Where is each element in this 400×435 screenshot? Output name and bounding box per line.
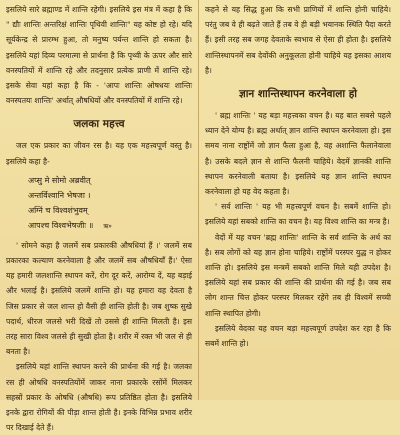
verse-reference: ऋ० [103,222,112,230]
paragraph: कहने से यह सिद्ध हुआ कि सभी प्राणियों में शान्ति होनी चाहिये। परंतु जब वे ही बढ़ते जाते हैं तब वे ही बड़ी भयानक स्थिति पैदा करते हैं। इसी तरह सब जगह देवताके स्वभाव से ऐसा ही होता है। इसलिये शान्तिस्थापनमें सब देवोंकी अनुकूलता होनी चाहिये यह इसका आशय है। [205,5,391,75]
paragraph: ' ब्रह्म शान्तिः ' यह बड़ा महत्त्वका वचन है। यह बात सबसे पहले ध्यान देने योग्य है। ब्रह्म अर्थात् ज्ञान शान्ति स्थापन करनेवाला हो। इस समय नाना राष्ट्रोंमें जो ज्ञान फैला हुआ है, वह अशान्ति फैलानेवाला है। उसके बदले ज्ञान से शान्ति फैलनी चाहिये। वेदमें ज्ञानकी शान्ति स्थापन करनेवाली बताया है। इसलिये यह ज्ञान शान्ति स्थापन करनेवाला हो यह वेद कहता है। [205,111,391,197]
paragraph: इसलिये यहां शान्ति स्थापन करने की प्रार्थना की गई है। जलका रस ही ओषधि वनस्पतियोंमें जाकर नाना प्रकारके रसोंमें मिलकर सहस्रों प्रकार के ओषधि (औषधि) रूप प्रतिष्ठित होता है। इसलिये इनके द्वारा रोगियों की पीड़ा शान्त होती है। इनके विभिन्न प्रभाव शरीर पर दिखाई देते हैं। [6,362,192,433]
verse-line: अप्सु मे सोमो अब्रवीत् [28,175,91,185]
paragraph: ' सोमने कहा है जलमें सब प्रकारकी औषधियां हैं ।' जलमें सब प्रकारका कल्याण करनेवाला है और जलमें सब औषधियाँ हैं।' ऐसा यह हमारी जलशान्ति स्थापन करें, रोग दूर करें, आरोग्य दें, यह बड़ाई और भलाई है। इसलिये जलमें शान्ति हो। यह हमारा वह देवता है जिस प्रकार से जल शान्त हो वैसी ही शान्ति होती है। जब शुष्क सुखे पदार्थ, धीरज जलसे भरी दिखें तो उससे ही शान्ति मिलती है। इस तरह सारा विश्व जलसे ही सुखी होता है। शरीर में रक्त भी जल से ही बनता है। [6,240,192,357]
paragraph: वेदों में यह वचन 'ब्रह्म शान्तिः' शान्ति के सर्व शान्ति के अर्थ का है। सब लोगों को यह ज्ञान होना चाहिये। राष्ट्रोंमें परस्पर युद्ध न होकर शान्ति हो। इसलिये इस मन्त्रमें सबको शान्ति मिले यही उपदेश है। इसलिये यहां सब प्रकार की शान्ति की प्रार्थना की गई है। जब सब लोग शान्त चित्त होकर परस्पर मिलकर रहेंगे तब ही विश्वमें सच्ची शान्ति स्थापित होगी। [205,232,391,318]
verse-block [28,173,192,234]
paragraph: इसलिये सारे ब्रह्माण्ड में शान्ति रहेगी। इसलिये इस मंत्र में कहा है कि " द्यौः शान्तिः अन्तरिक्षं शान्तिः पृथिवी शान्तिः" यह कोष्ट हो रहे। यदि सूर्यकेन्द्र से प्रारम्भ हुआ, तो मनुष्य पर्यन्त शान्ति हो सकता है। इसलिये यहां दिव्य परमात्मा से प्रार्थना है कि पृथ्वी के ऊपर और सारे वनस्पतियों में शान्ति रहे और तदनुसार प्रत्येक प्राणी में शान्ति रहे। इसके सेवा यहां कहा है कि - 'आपः शान्तिः ओषधयः शान्तिः वनस्पतयः शान्तिः' अर्थात् औषधियों और वनस्पतियों में शान्ति रहे। [6,5,192,106]
verse-line: आपश्च विश्वभेषजीः ॥ ऋ० [28,220,112,230]
section-heading: ज्ञान शान्तिस्थापन करनेवाला हो [238,88,357,101]
verse-line: अन्तर्विश्वानि भेषजा । [28,190,91,200]
paragraph: ' सर्व शान्तिः ' यह भी महत्त्वपूर्ण वचन है। सबमें शान्ति हो। इसलिये यहां सबको शान्ति का वचन है। यह विश्व शान्ति का मन्त्र है। [205,202,391,227]
left-column [6,2,192,435]
column-divider [198,0,199,400]
verse-line: अग्निं च विश्वशंभुवम् [28,205,88,215]
paragraph: इसलिये वेदका यह वचन बड़ा महत्त्वपूर्ण उपदेश कर रहा है कि सबमें शान्ति हो। [205,323,391,349]
right-column [205,2,391,351]
paragraph: जल एक प्रकार का जीवन रस है। यह एक महत्त्वपूर्ण वस्तु है। इसलिये कहा है- [6,141,192,166]
section-heading: जलका महत्त्व [73,118,125,131]
